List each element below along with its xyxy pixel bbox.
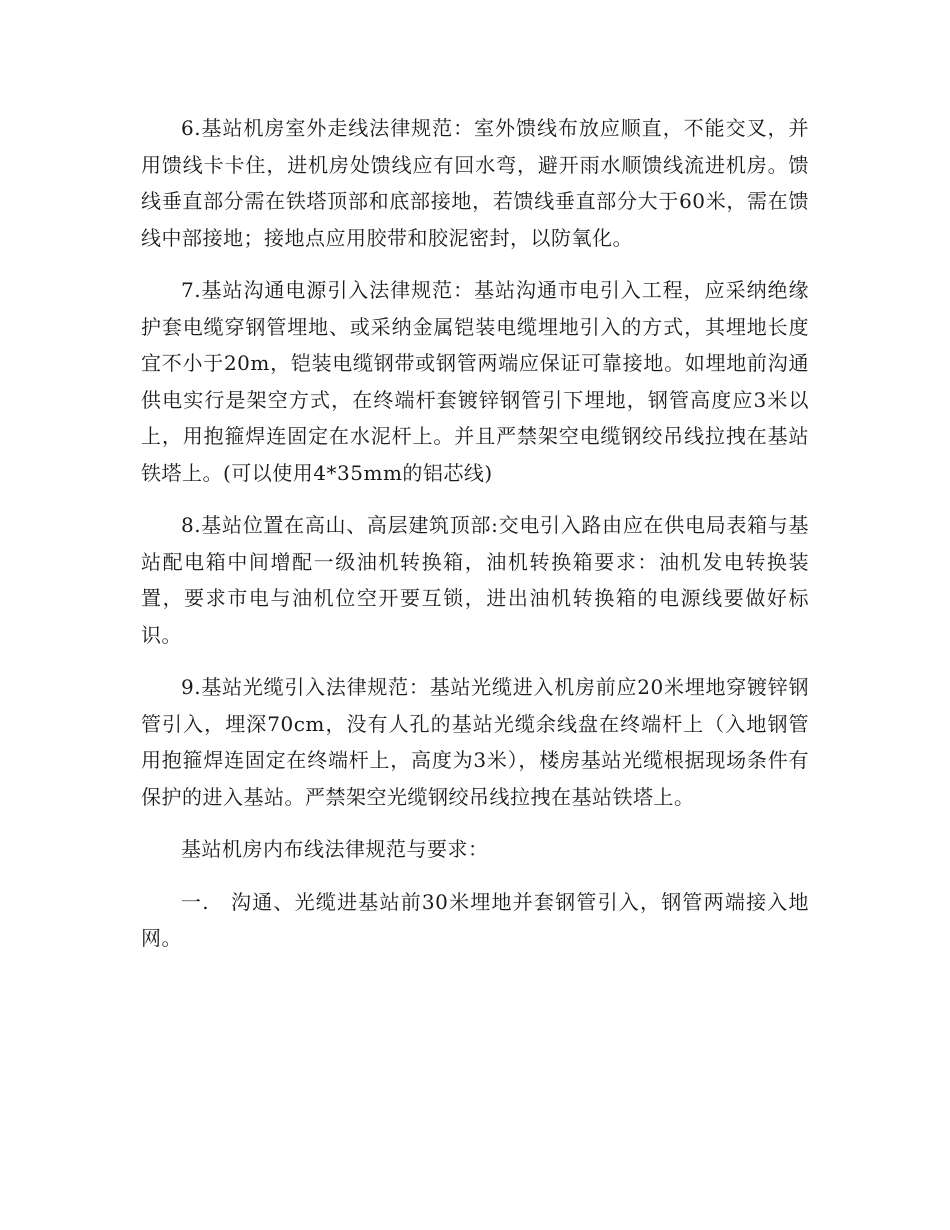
paragraph-item-one: 一. 沟通、光缆进基站前30米埋地并套钢管引入，钢管两端接入地网。	[141, 889, 809, 950]
paragraph-high-location-power: 8.基站位置在高山、高层建筑顶部:交电引入路由应在供电局表箱与基站配电箱中间增配一级油机转换箱，油机转换箱要求：油机发电转换装置，要求市电与油机位空开要互锁，进出油机转换箱的电源线要做好标识。	[141, 513, 809, 647]
paragraph-outdoor-feeder-wiring: 6.基站机房室外走线法律规范：室外馈线布放应顺直，不能交叉，并用馈线卡卡住，进机房处馈线应有回水弯，避开雨水顺馈线流进机房。馈线垂直部分需在铁塔顶部和底部接地，若馈线垂直部分大于60米，需在馈线中部接地；接地点应用胶带和胶泥密封，以防氧化。	[141, 116, 809, 250]
paragraph-ac-power-inlet: 7.基站沟通电源引入法律规范：基站沟通市电引入工程，应采纳绝缘护套电缆穿钢管埋地、或采纳金属铠装电缆埋地引入的方式，其埋地长度宜不小于20m，铠装电缆钢带或钢管两端应保证可靠接地。如埋地前沟通供电实行是架空方式，在终端杆套镀锌钢管引下埋地，钢管高度应3米以上，用抱箍焊连固定在水泥杆上。并且严禁架空电缆钢绞吊线拉拽在基站铁塔上。(可以使用4*35mm的铝芯线)	[141, 278, 809, 485]
paragraph-indoor-wiring-heading: 基站机房内布线法律规范与要求：	[181, 837, 489, 861]
paragraph-fiber-cable-inlet: 9.基站光缆引入法律规范：基站光缆进入机房前应20米埋地穿镀锌钢管引入，埋深70cm，没有人孔的基站光缆余线盘在终端杆上（入地钢管用抱箍焊连固定在终端杆上，高度为3米），楼房基站光缆根据现场条件有保护的进入基站。严禁架空光缆钢绞吊线拉拽在基站铁塔上。	[141, 675, 809, 809]
document-page	[141, 110, 809, 973]
